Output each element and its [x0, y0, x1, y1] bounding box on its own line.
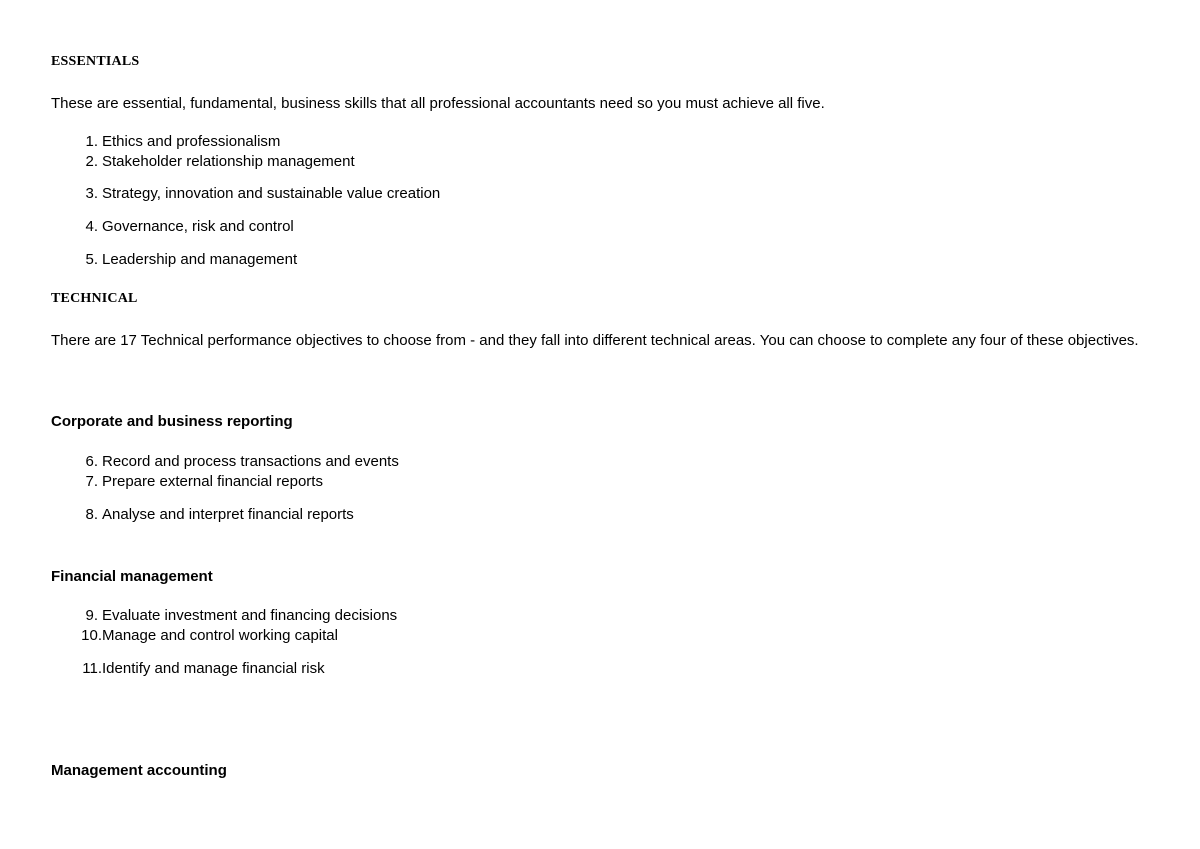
technical-intro: There are 17 Technical performance objectives to choose from - and they fall into different technical areas. You can choose to complete any four of these objectives. — [51, 332, 1139, 349]
technical-heading: TECHNICAL — [51, 291, 138, 306]
essentials-heading: ESSENTIALS — [51, 54, 140, 69]
list-item — [51, 626, 338, 646]
list-item — [51, 505, 354, 525]
document-page — [51, 0, 1161, 849]
list-item — [51, 452, 399, 472]
essentials-intro: These are essential, fundamental, business skills that all professional accountants need so you must achieve all five. — [51, 95, 825, 112]
list-item — [51, 184, 440, 204]
list-item-number: 1. — [85, 133, 98, 150]
financial-management-heading: Financial management — [51, 568, 213, 585]
list-item — [51, 152, 355, 172]
list-item-number: 9. — [85, 607, 98, 624]
list-item-text: Strategy, innovation and sustainable value creation — [102, 185, 441, 202]
list-item-text: Analyse and interpret financial reports — [102, 506, 354, 523]
management-accounting-heading: Management accounting — [51, 762, 227, 779]
list-item-number: 3. — [85, 185, 98, 202]
list-item-text: Prepare external financial reports — [102, 473, 323, 490]
list-item-number: 7. — [85, 473, 98, 490]
list-item-text: Record and process transactions and events — [102, 453, 399, 470]
list-item — [51, 250, 297, 270]
list-item — [51, 606, 397, 626]
list-item-text: Evaluate investment and financing decisions — [102, 607, 398, 624]
list-item — [51, 217, 294, 237]
list-item-number: 10. — [81, 627, 102, 644]
list-item-text: Governance, risk and control — [102, 218, 294, 235]
list-item-number: 6. — [85, 453, 98, 470]
list-item-number: 8. — [85, 506, 98, 523]
list-item-number: 11. — [82, 660, 102, 677]
list-item — [51, 472, 323, 492]
list-item-text: Stakeholder relationship management — [102, 153, 355, 170]
list-item-text: Identify and manage financial risk — [102, 660, 325, 677]
list-item-number: 5. — [85, 251, 98, 268]
list-item-number: 2. — [85, 153, 98, 170]
list-item — [51, 659, 325, 679]
corporate-reporting-heading: Corporate and business reporting — [51, 413, 293, 430]
list-item-text: Ethics and professionalism — [102, 133, 281, 150]
list-item-text: Manage and control working capital — [102, 627, 338, 644]
list-item-text: Leadership and management — [102, 251, 298, 268]
list-item-number: 4. — [85, 218, 98, 235]
list-item — [51, 132, 280, 152]
